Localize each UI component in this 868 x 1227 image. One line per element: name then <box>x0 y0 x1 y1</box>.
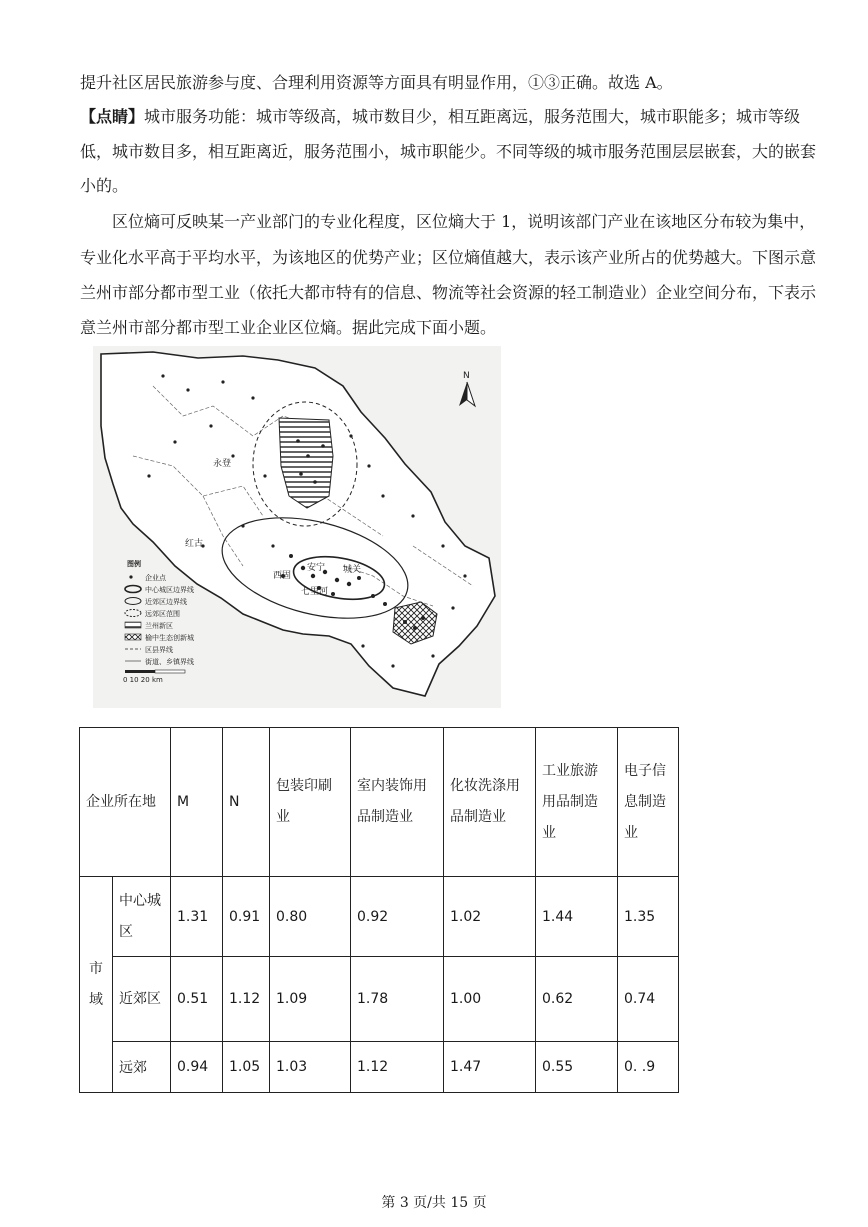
cell: 0.80 <box>270 877 351 957</box>
table-row <box>80 1042 679 1093</box>
legend-item-6: 区县界线 <box>145 646 173 654</box>
legend-item-1: 中心城区边界线 <box>145 586 194 594</box>
cell: 0.62 <box>536 957 618 1042</box>
cell: 1.03 <box>270 1042 351 1093</box>
dianjing-tag: 【点睛】 <box>80 107 145 126</box>
text-line-4: 小的。 <box>80 176 129 195</box>
location-quotient-table <box>79 727 679 1093</box>
legend-ecocity-icon <box>125 634 141 640</box>
legend-item-3: 远郊区范围 <box>145 610 180 618</box>
cell: 0.51 <box>171 957 223 1042</box>
label-qilihe: 七里河 <box>301 587 329 597</box>
header-col-m: M <box>171 728 223 877</box>
north-label: N <box>463 371 470 381</box>
legend-item-7: 街道、乡镇界线 <box>145 658 194 666</box>
table-header-row <box>80 728 679 877</box>
label-yongdeng: 永登 <box>213 459 232 469</box>
cell: 1.09 <box>270 957 351 1042</box>
group-cell: 市域 <box>80 877 113 1093</box>
legend-scale: 0 10 20 km <box>123 676 163 684</box>
legend-item-2: 近郊区边界线 <box>145 598 187 606</box>
cell: 1.47 <box>444 1042 536 1093</box>
label-anning: 安宁 <box>307 563 326 573</box>
legend-scale-bar <box>125 670 155 673</box>
page-footer: 第 3 页/共 15 页 <box>381 1195 487 1211</box>
text-line-2 <box>80 107 800 127</box>
text-line-1: 提升社区居民旅游参与度、合理利用资源等方面具有明显作用，①③正确。故选 A。 <box>80 73 673 92</box>
header-col-interior: 室内装饰用品制造业 <box>351 728 444 877</box>
row-name: 中心城区 <box>113 877 171 957</box>
text-line-6: 专业化水平高于平均水平，为该地区的优势产业；区位熵值越大，表示该产业所占的优势越大。下图示意 <box>80 248 817 267</box>
header-col-electronics: 电子信息制造业 <box>618 728 679 877</box>
cell: 0.74 <box>618 957 679 1042</box>
text-line-3: 低，城市数目多，相互距离近，服务范围小，城市职能少。不同等级的城市服务范围层层嵌套，大的嵌套 <box>80 142 817 161</box>
header-col-tourism: 工业旅游用品制造业 <box>536 728 618 877</box>
text-line-8: 意兰州市部分都市型工业企业区位熵。据此完成下面小题。 <box>80 318 497 337</box>
cell: 0.92 <box>351 877 444 957</box>
cell: 1.31 <box>171 877 223 957</box>
text-line-7: 兰州市部分都市型工业（依托大都市特有的信息、物流等社会资源的轻工制造业）企业空间分布，下表示 <box>80 283 817 302</box>
header-location: 企业所在地 <box>80 728 171 877</box>
text-line-2-rest: 城市服务功能：城市等级高，城市数目少，相互距离远，服务范围大，城市职能多；城市等级 <box>144 107 801 126</box>
legend-item-4: 兰州新区 <box>145 622 173 630</box>
cell: 1.12 <box>223 957 270 1042</box>
cell: 1.35 <box>618 877 679 957</box>
legend-point-icon <box>129 575 132 578</box>
row-name: 近郊区 <box>113 957 171 1042</box>
label-honggu: 红古 <box>185 539 204 549</box>
cell: 0.94 <box>171 1042 223 1093</box>
legend-item-5: 榆中生态创新城 <box>145 634 194 642</box>
cell: 1.78 <box>351 957 444 1042</box>
label-xigu: 西固 <box>273 571 292 581</box>
cell: 1.00 <box>444 957 536 1042</box>
cell: 1.05 <box>223 1042 270 1093</box>
cell: 0. .9 <box>618 1042 679 1093</box>
cell: 0.55 <box>536 1042 618 1093</box>
cell: 1.02 <box>444 877 536 957</box>
map-svg <box>93 346 501 708</box>
table-row <box>80 877 679 957</box>
table-row <box>80 957 679 1042</box>
lanzhou-industry-map <box>93 346 501 708</box>
cell: 1.12 <box>351 1042 444 1093</box>
cell: 0.91 <box>223 877 270 957</box>
legend-title: 图例 <box>127 560 141 568</box>
text-line-5: 区位熵可反映某一产业部门的专业化程度，区位熵大于 1，说明该部门产业在该地区分布较为集中， <box>112 212 816 231</box>
label-chengguan: 城关 <box>343 565 362 575</box>
row-name: 远郊 <box>113 1042 171 1093</box>
header-col-n: N <box>223 728 270 877</box>
legend-newdistrict-icon <box>125 622 141 628</box>
header-col-cosmetics: 化妆洗涤用品制造业 <box>444 728 536 877</box>
legend-item-0: 企业点 <box>145 574 166 582</box>
cell: 1.44 <box>536 877 618 957</box>
header-col-packaging: 包装印刷业 <box>270 728 351 877</box>
